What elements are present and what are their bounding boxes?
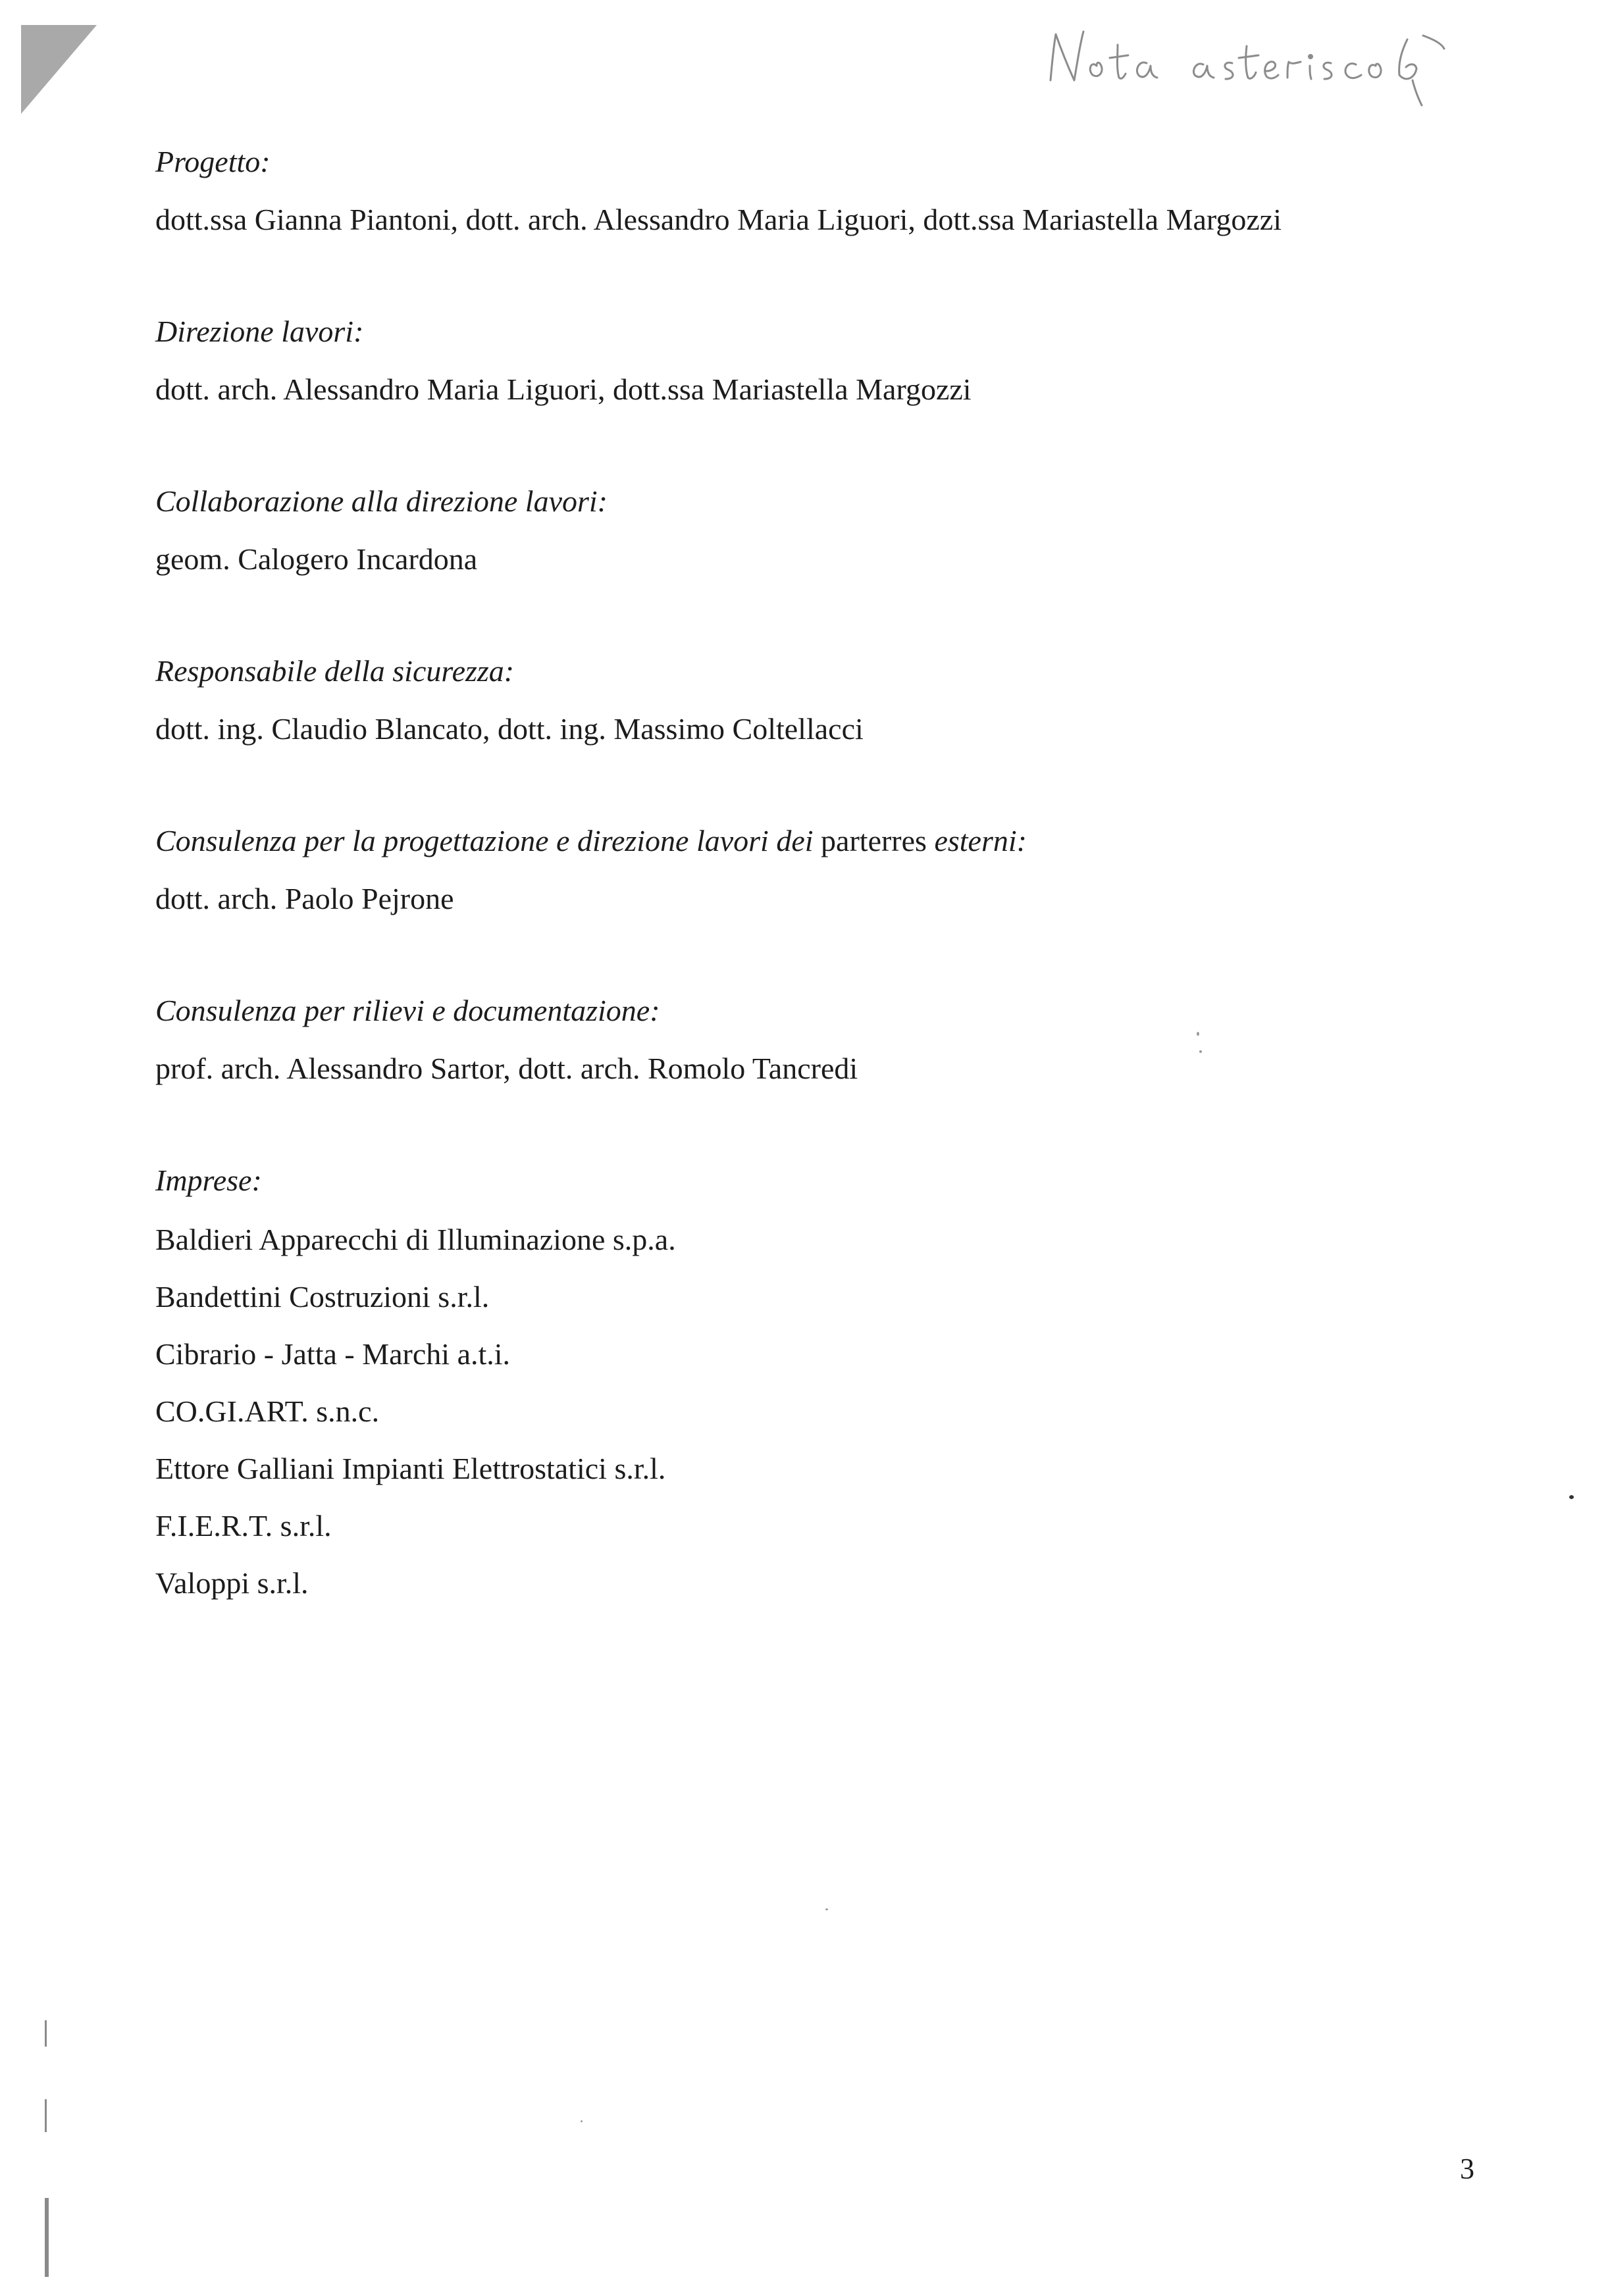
section-label: Progetto:: [155, 145, 271, 178]
section-progetto: [155, 132, 1472, 247]
section-direzione-lavori: [155, 301, 1472, 417]
page-number: 3: [1460, 2153, 1474, 2185]
section-value: dott. arch. Alessandro Maria Liguori, dott.ssa Mariastella Margozzi: [155, 372, 972, 406]
scan-speck: [581, 2120, 583, 2122]
scan-edge-noise: [45, 2099, 47, 2132]
company-item: F.I.E.R.T. s.r.l.: [155, 1509, 332, 1543]
company-item: Bandettini Costruzioni s.r.l.: [155, 1280, 490, 1314]
company-item: Ettore Galliani Impianti Elettrostatici s.r.l.: [155, 1452, 666, 1485]
section-label: Direzione lavori:: [155, 315, 364, 348]
scan-speck: [825, 1908, 828, 1910]
section-imprese: [155, 1150, 1472, 1612]
section-label: Responsabile della sicurezza:: [155, 654, 515, 688]
section-label: Consulenza per rilievi e documentazione:: [155, 994, 660, 1027]
section-responsabile-sicurezza: [155, 641, 1472, 757]
company-item: Baldieri Apparecchi di Illuminazione s.p.a.: [155, 1223, 676, 1256]
scan-edge-noise: [45, 2020, 47, 2047]
scan-speck: [1199, 1050, 1202, 1053]
scan-edge-noise: [45, 2198, 49, 2277]
label-part-upright: parterres: [821, 824, 927, 857]
label-part: esterni:: [926, 824, 1027, 857]
section-value: prof. arch. Alessandro Sartor, dott. arch. Romolo Tancredi: [155, 1052, 858, 1085]
section-collaborazione: [155, 471, 1472, 587]
company-item: CO.GI.ART. s.n.c.: [155, 1394, 380, 1428]
section-label: Collaborazione alla direzione lavori:: [155, 484, 608, 518]
section-value: dott. ing. Claudio Blancato, dott. ing. Massimo Coltellacci: [155, 712, 864, 746]
section-label: Imprese:: [155, 1163, 262, 1197]
section-value: dott.ssa Gianna Piantoni, dott. arch. Alessandro Maria Liguori, dott.ssa Mariastella Margozzi: [155, 203, 1282, 236]
section-consulenza-progettazione: [155, 811, 1472, 927]
handwritten-note: [1047, 20, 1468, 118]
section-value: geom. Calogero Incardona: [155, 542, 478, 576]
section-consulenza-rilievi: [155, 981, 1472, 1096]
scan-speck: [1197, 1032, 1199, 1036]
company-item: Cibrario - Jatta - Marchi a.t.i.: [155, 1337, 511, 1371]
section-label: [155, 811, 1472, 871]
label-part: Consulenza per la progettazione e direzione lavori dei: [155, 824, 821, 857]
document-body: [155, 132, 1472, 1612]
corner-fold-mark: [21, 25, 97, 114]
section-value: dott. arch. Paolo Pejrone: [155, 882, 454, 915]
company-item: Valoppi s.r.l.: [155, 1566, 309, 1600]
scan-speck: [1569, 1495, 1574, 1499]
